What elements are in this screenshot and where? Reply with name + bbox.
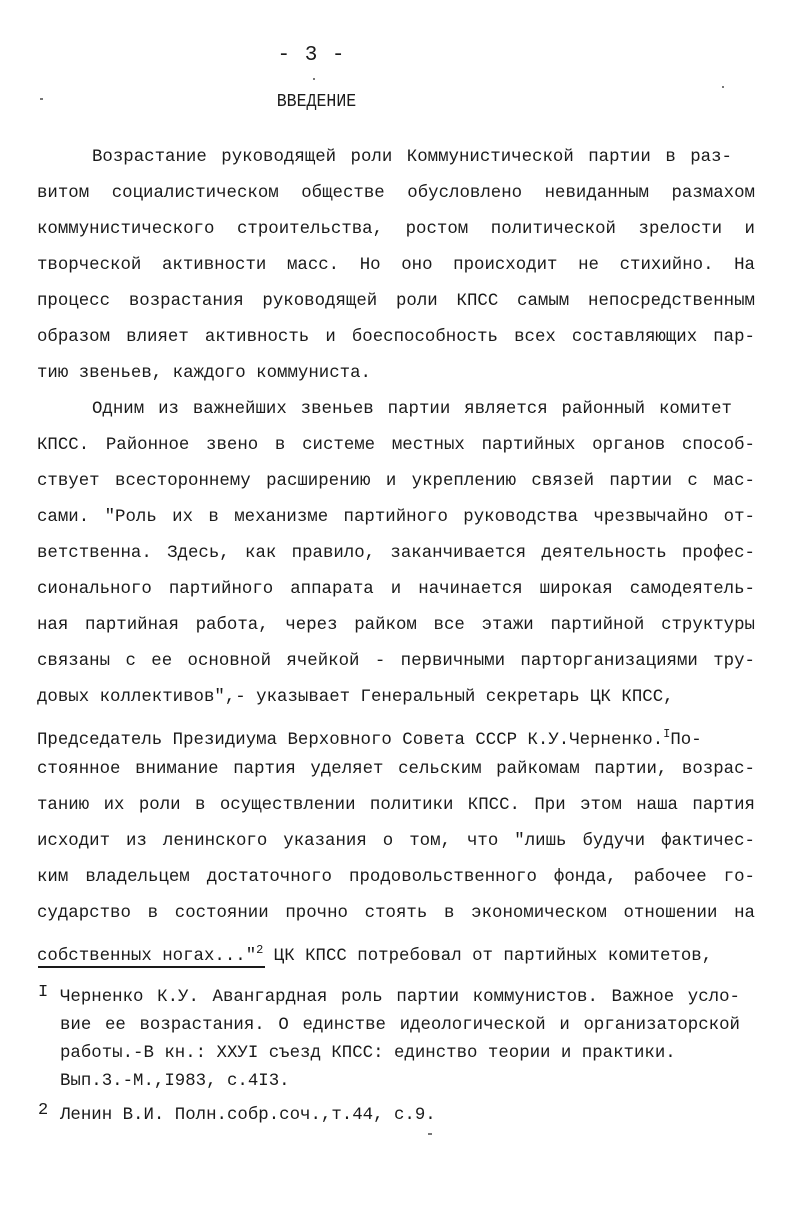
page-number: - 3 - xyxy=(277,44,346,67)
text-line: творческой активности масс. Но оно происходит не стихийно. На xyxy=(37,256,755,275)
scan-speck xyxy=(428,1133,432,1135)
text-line: процесс возрастания руководящей роли КПСС самым непосредственным xyxy=(37,292,755,311)
footnote-line: Вып.3.-М.,I983, с.4I3. xyxy=(60,1072,290,1091)
text-line xyxy=(37,940,755,967)
text-span: По- xyxy=(670,731,702,750)
text-line: танию их роли в осуществлении политики КПСС. При этом наша партия xyxy=(37,796,755,815)
text-line: сами. "Роль их в механизме партийного руководства чрезвычайно от- xyxy=(37,508,755,527)
text-line: Возрастание руководящей роли Коммунистической партии в раз- xyxy=(92,148,732,167)
scan-speck xyxy=(313,78,315,80)
text-line: сионального партийного аппарата и начинается широкая самодеятель- xyxy=(37,580,755,599)
text-line: ветственна. Здесь, как правило, заканчивается деятельность профес- xyxy=(37,544,755,563)
text-line: Одним из важнейших звеньев партии является районный комитет xyxy=(92,400,732,419)
text-line: КПСС. Районное звено в системе местных партийных органов способ- xyxy=(37,436,755,455)
footnote-line: работы.-В кн.: ХХУI съезд КПСС: единство теории и практики. xyxy=(60,1044,676,1063)
text-span: ЦК КПСС потребовал от партийных комитетов, xyxy=(263,947,713,966)
footnote-line: Ленин В.И. Полн.собр.соч.,т.44, с.9. xyxy=(60,1106,436,1125)
footnote-ref: I xyxy=(663,727,671,741)
footnote-line: вие ее возрастания. О единстве идеологической и организаторской xyxy=(60,1016,740,1035)
text-line: исходит из ленинского указания о том, что "лишь будучи фактичес- xyxy=(37,832,755,851)
text-line: сударство в состоянии прочно стоять в экономическом отношении на xyxy=(37,904,755,923)
text-line: ствует всестороннему расширению и укреплению связей партии с мас- xyxy=(37,472,755,491)
footnote-mark: 2 xyxy=(38,1101,49,1120)
scan-speck xyxy=(40,98,43,100)
text-line: тию звеньев, каждого коммуниста. xyxy=(37,364,371,383)
page-title: ВВЕДЕНИЕ xyxy=(276,92,357,112)
text-line: ная партийная работа, через райком все этажи партийной структуры xyxy=(37,616,755,635)
text-line xyxy=(37,724,755,751)
text-line: ким владельцем достаточного продовольственного фонда, рабочее го- xyxy=(37,868,755,887)
footnote-line: Черненко К.У. Авангардная роль партии коммунистов. Важное усло- xyxy=(60,988,740,1007)
footnote-divider xyxy=(38,966,265,968)
text-line: довых коллективов",- указывает Генеральный секретарь ЦК КПСС, xyxy=(37,688,674,707)
text-line: коммунистического строительства, ростом политической зрелости и xyxy=(37,220,755,239)
footnote-ref: 2 xyxy=(256,943,264,957)
footnote-mark: I xyxy=(38,983,49,1002)
text-line: связаны с ее основной ячейкой - первичными парторганизациями тру- xyxy=(37,652,755,671)
text-line: стоянное внимание партия уделяет сельским райкомам партии, возрас- xyxy=(37,760,755,779)
scan-speck xyxy=(722,86,724,88)
text-span: собственных ногах..." xyxy=(37,947,257,966)
text-line: витом социалистическом обществе обусловлено невиданным размахом xyxy=(37,184,755,203)
text-line: образом влияет активность и боеспособность всех составляющих пар- xyxy=(37,328,755,347)
text-span: Председатель Президиума Верховного Совета СССР К.У.Черненко. xyxy=(37,731,664,750)
